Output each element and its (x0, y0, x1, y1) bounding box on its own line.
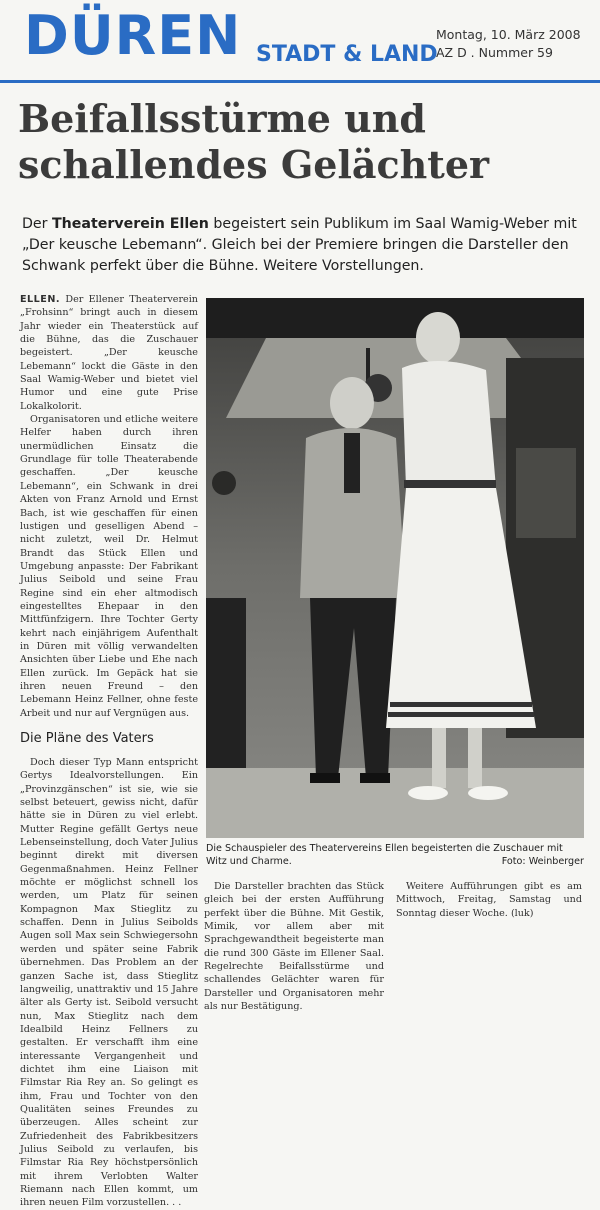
teaser (22, 214, 588, 277)
masthead-rule (0, 80, 600, 83)
dateline (436, 26, 581, 62)
article-column-2 (204, 880, 384, 1013)
stage-photo-illustration (206, 298, 584, 838)
subheading: Die Pläne des Vaters (20, 731, 154, 746)
article-column-1 (20, 293, 198, 1210)
paragraph-4: Die Darsteller brachten das Stück gleich bei der ersten Aufführung perfekt über die Bühne. Mit Gestik, Mimik, vor allem aber mit Sprachgewandtheit begeisterte man die rund 300 Gäste im Ellener Saal. Regelrechte Beifallsstürme und schallendes Gelächter waren für Darsteller und Organisatoren mehr als nur Bestätigung. (204, 881, 384, 1013)
photo-credit: Foto: Weinberger (501, 856, 584, 867)
issue-number: AZ D . Nummer 59 (436, 45, 553, 60)
byline: (luk) (510, 907, 534, 919)
paragraph-2: Organisatoren und etliche weitere Helfer haben durch ihren unermüdlichen Einsatz die Grundlage für tolle Theaterabende geschaffen. „Der keusche Lebemann“, ein Schwank in drei Akten von Franz Arnold und Ernst Bach, ist wie geschaffen für einen lustigen und geselligen Abend – nicht zuletzt, weil Dr. Helmut Brandt das Stück Ellen und Umgebung anpasste: Der Fabrikant Julius Seibold und seine Frau Regine sind ein eher altmodisch eingestelltes Ehepaar in den Mittfünfzigern. Ihre Tochter Gerty kehrt nach einjährigem Aufenthalt in Düren mit völlig verwandelten Ansichten über Liebe und Ehe nach Ellen zurück. Im Gepäck hat sie ihren neuen Freund – den Lebemann Heinz Fellner, ohne feste Arbeit und nur auf Vergnügen aus. (20, 414, 198, 719)
paragraph-1: ELLEN. Der Ellener Theaterverein „Frohsinn“ bringt auch in diesem Jahr wieder ein Theaterstück auf die Bühne, das die Zuschauer begeistert. „Der keusche Lebemann“ lockt die Gäste in den Saal Wamig-Weber und bietet viel Humor und eine gute Prise Lokalkolorit. (20, 294, 198, 412)
headline: Beifallsstürme und schallendes Gelächter (18, 96, 490, 187)
paragraph-5: Weitere Aufführungen gibt es am Mittwoch, Freitag, Samstag und Sonntag dieser Woche. (luk) (396, 881, 582, 919)
teaser-post: begeistert sein Publikum im Saal Wamig-Weber mit „Der keusche Lebemann“. Gleich bei der Premiere bringen die Darsteller den Schwank perfekt über die Bühne. Weitere Vorstellungen. (22, 216, 577, 274)
teaser-pre: Der (22, 216, 52, 232)
masthead (0, 0, 600, 84)
masthead-section: STADT & LAND (256, 42, 438, 67)
issue-date: Montag, 10. März 2008 (436, 27, 581, 42)
paragraph-3: Doch dieser Typ Mann entspricht Gertys Idealvorstellungen. Ein „Provinzgänschen“ ist sie, wie sie selbst beteuert, gewiss nicht, dafür hätte sie in Düren zu viel erlebt. Mutter Regine gefällt Gertys neue Lebenseinstellung, doch Vater Julius beginnt direkt mit diversen Gegenmaßnahmen. Heinz Fellner möchte er möglichst schnell los werden, um Platz für seinen Kompagnon Max Stieglitz zu schaffen. Denn in Julius Seibolds Augen soll Max sein Schwiegersohn werden und später seine Fabrik übernehmen. Das Problem an der ganzen Sache ist, dass Stieglitz langweilig, unattraktiv und 15 Jahre älter als Gerty ist. Seibold versucht nun, Max Stieglitz nach dem Idealbild Heinz Fellners zu gestalten. Er verschafft ihm eine interessante Vergangenheit und dichtet ihm eine Liaison mit Filmstar Ria Rey an. So gelingt es ihm, Frau und Tochter von den Qualitäten seines Freundes zu überzeugen. Alles scheint zur Zufriedenheit des Fabrikbesitzers Julius Seibold zu verlaufen, bis Filmstar Ria Rey höchstpersönlich mit ihrem Verlobten Walter Riemann nach Ellen kommt, um ihren neuen Film vorzustellen. . . (20, 757, 198, 1209)
article-photo (206, 298, 584, 838)
lead-word: ELLEN. (20, 294, 61, 305)
caption-text: Die Schauspieler des Theatervereins Ellen begeisterten die Zuschauer mit Witz und Charme. (206, 843, 563, 867)
teaser-bold: Theaterverein Ellen (52, 216, 209, 232)
photo-caption (206, 842, 584, 868)
article-column-3 (396, 880, 582, 920)
masthead-city: DÜREN (24, 4, 242, 67)
